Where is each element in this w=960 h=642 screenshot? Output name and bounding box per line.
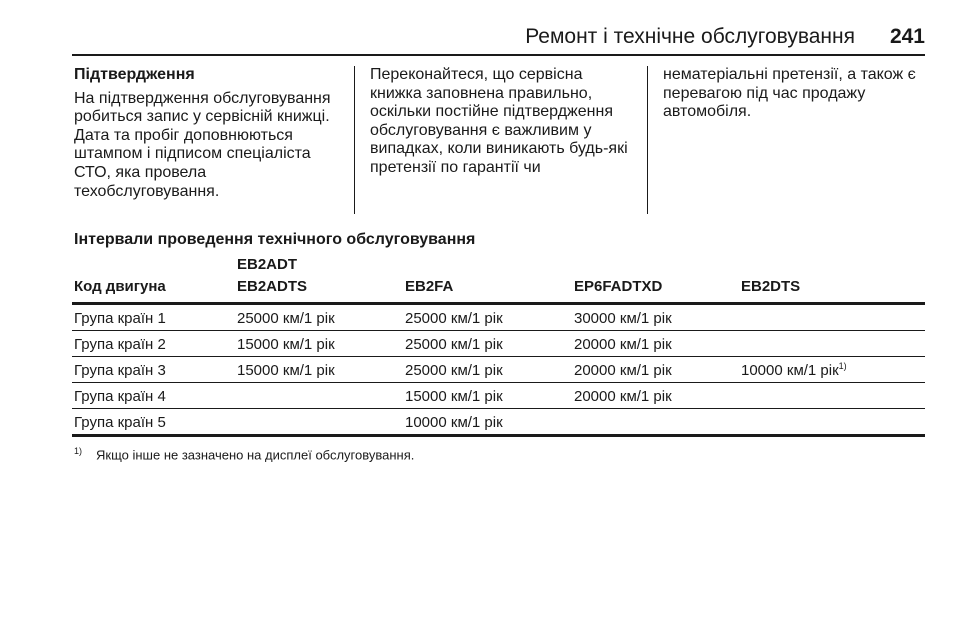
table-cell: 20000 км/1 рік <box>574 336 672 353</box>
paragraph: нематеріальні претензії, а також є перевагою під час продажу автомобіля. <box>663 66 916 121</box>
header-cell: EB2FA <box>405 278 454 295</box>
table-cell: 25000 км/1 рік <box>405 310 503 327</box>
table-cell: 25000 км/1 рік <box>237 310 335 327</box>
text-column-1 <box>74 66 349 201</box>
header-cell: EB2ADT EB2ADTS <box>237 256 308 295</box>
table-cell: 15000 км/1 рік <box>405 388 503 405</box>
table-cell: 30000 км/1 рік <box>574 310 672 327</box>
text-column-2 <box>370 66 638 178</box>
column-divider <box>647 66 648 214</box>
table-cell: 10000 км/1 рік$^{1)}$ <box>741 361 847 379</box>
page-title: Ремонт і технічне обслуговування <box>525 25 855 48</box>
footnote <box>74 446 414 462</box>
table-cell: 15000 км/1 рік <box>237 336 335 353</box>
table-cell: 25000 км/1 рік <box>405 336 503 353</box>
table-cell: 20000 км/1 рік <box>574 388 672 405</box>
table-cell: 20000 км/1 рік <box>574 362 672 379</box>
paragraph: На підтвердження обслуговування робиться запис у сервісній книжці. Дата та пробіг доповнюються штампом і підписом спеціаліста СТО, яка провела техобслуговування. <box>74 89 331 200</box>
table-cell: Група країн 4 <box>74 388 166 405</box>
footnote-reference: 1) <box>838 361 847 371</box>
table-cell: Група країн 3 <box>74 362 166 379</box>
table-cell: 10000 км/1 рік <box>405 414 503 431</box>
footnote-text: Якщо інше не зазначено на дисплеї обслуговування. <box>96 447 415 463</box>
header-cell: EP6FADTXD <box>574 278 663 295</box>
table-header <box>72 258 925 305</box>
text-column-3 <box>663 66 925 122</box>
table-row <box>72 409 925 437</box>
header-cell: EB2DTS <box>741 278 801 295</box>
header-cell: Код двигуна <box>74 278 166 295</box>
table-row <box>72 305 925 331</box>
section-heading: Підтвердження <box>74 66 195 83</box>
header-divider <box>72 54 925 56</box>
table-row <box>72 357 925 383</box>
maintenance-interval-table <box>72 258 925 437</box>
page-header <box>72 25 925 53</box>
table-title: Інтервали проведення технічного обслуговування <box>74 231 476 248</box>
page-number: 241 <box>889 25 925 48</box>
table-cell: Група країн 2 <box>74 336 166 353</box>
paragraph: Переконайтеся, що сервісна книжка заповнена правильно, оскільки постійне підтвердження обслуговування є важливим у випадках, коли виникають будь-які претензії по гарантії чи <box>370 66 628 176</box>
table-cell: Група країн 1 <box>74 310 166 327</box>
footnote-marker: 1) <box>74 446 83 456</box>
table-row <box>72 331 925 357</box>
table-cell: 25000 км/1 рік <box>405 362 503 379</box>
table-cell: 15000 км/1 рік <box>237 362 335 379</box>
table-cell: Група країн 5 <box>74 414 166 431</box>
column-divider <box>354 66 355 214</box>
table-row <box>72 383 925 409</box>
